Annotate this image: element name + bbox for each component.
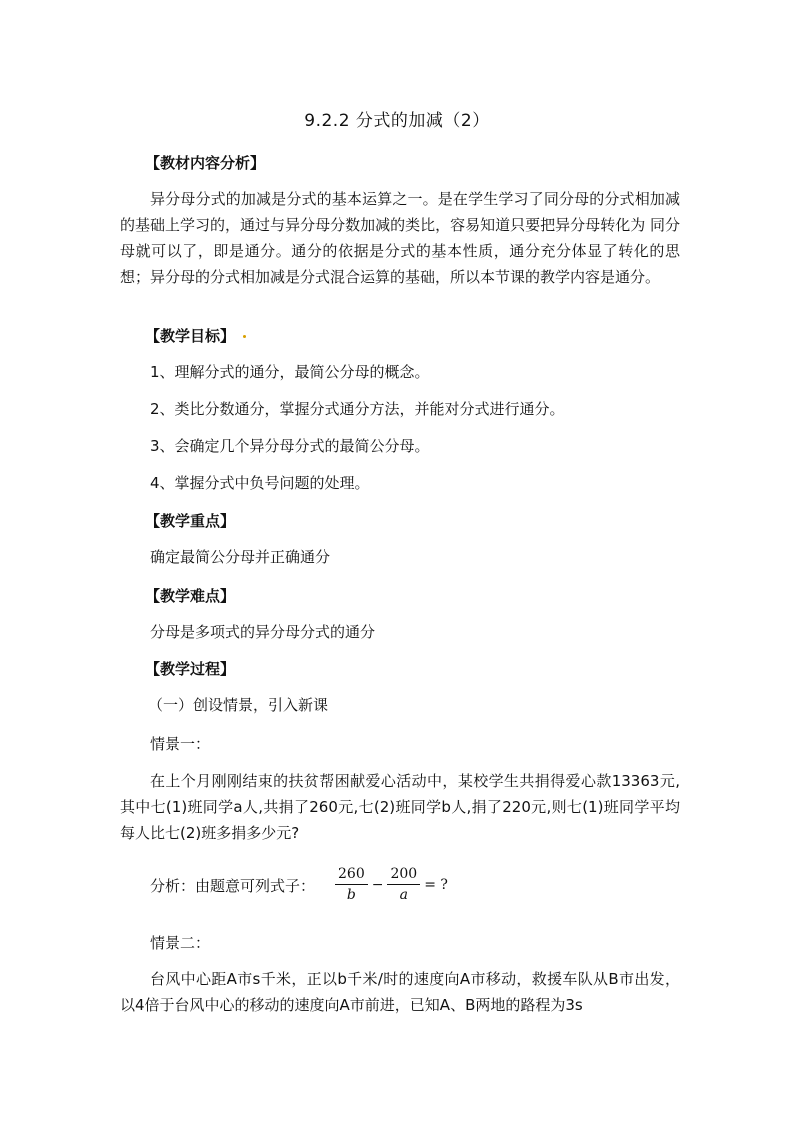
goal-item: 1、理解分式的通分，最简公分母的概念。 (150, 363, 430, 381)
scene1-text: 在上个月刚刚结束的扶贫帮困献爱心活动中，某校学生共捐得爱心款13363元,其中七(1)班同学a人,共捐了260元,七(2)班同学b人,捐了220元,则七(1)班同学平均每人比七(2)班多捐多少元? (120, 772, 680, 842)
heading-goals (145, 325, 246, 346)
minus-sign: − (371, 877, 384, 893)
analysis-label: 分析：由题意可列式子： (150, 876, 316, 895)
equals-question: = ? (424, 877, 448, 893)
marker-dot (243, 335, 246, 338)
fraction-2 (387, 865, 420, 905)
heading-content-analysis: 【教材内容分析】 (145, 154, 266, 172)
key-points-text: 确定最简公分母并正确通分 (150, 548, 331, 566)
heading-difficulties: 【教学难点】 (145, 587, 236, 605)
heading-key-points: 【教学重点】 (145, 512, 236, 530)
fraction-2-numerator: 200 (387, 865, 420, 885)
fraction-1-numerator: 260 (335, 865, 368, 885)
scene2-label: 情景二： (150, 934, 211, 952)
fraction-1-denominator: b (346, 887, 356, 903)
fraction-1 (335, 865, 368, 905)
goal-item: 4、掌握分式中负号问题的处理。 (150, 474, 370, 492)
scene2-text: 台风中心距A市s千米，正以b千米/时的速度向A市移动，救援车队从B市出发，以4倍于台风中心的移动的速度向A市前进，已知A、B两地的路程为3s (120, 970, 680, 1014)
goal-item: 3、会确定几个异分母分式的最简公分母。 (150, 437, 430, 455)
analysis-line (150, 862, 450, 908)
process-step-1: （一）创设情景，引入新课 (148, 696, 329, 714)
page-title: 9.2.2 分式的加减（2） (304, 111, 490, 131)
fraction-2-denominator: a (399, 887, 409, 903)
heading-goals-label: 【教学目标】 (145, 327, 236, 345)
difficulties-text: 分母是多项式的异分母分式的通分 (150, 623, 376, 641)
heading-process: 【教学过程】 (145, 660, 236, 678)
goal-item: 2、类比分数通分，掌握分式通分方法，并能对分式进行通分。 (150, 400, 565, 418)
paragraph-content-analysis: 异分母分式的加减是分式的基本运算之一。是在学生学习了同分母的分式相加减的基础上学习的，通过与异分母分数加减的类比，容易知道只要把异分母转化为 同分母就可以了，即是通分。通分的依据是分式的基本性质，通分充分体显了转化的思想；异分母的分式相加减是分式混合运算的基础，所以本节课的教学内容是通分。 (120, 190, 680, 286)
scene1-label: 情景一： (150, 735, 211, 753)
